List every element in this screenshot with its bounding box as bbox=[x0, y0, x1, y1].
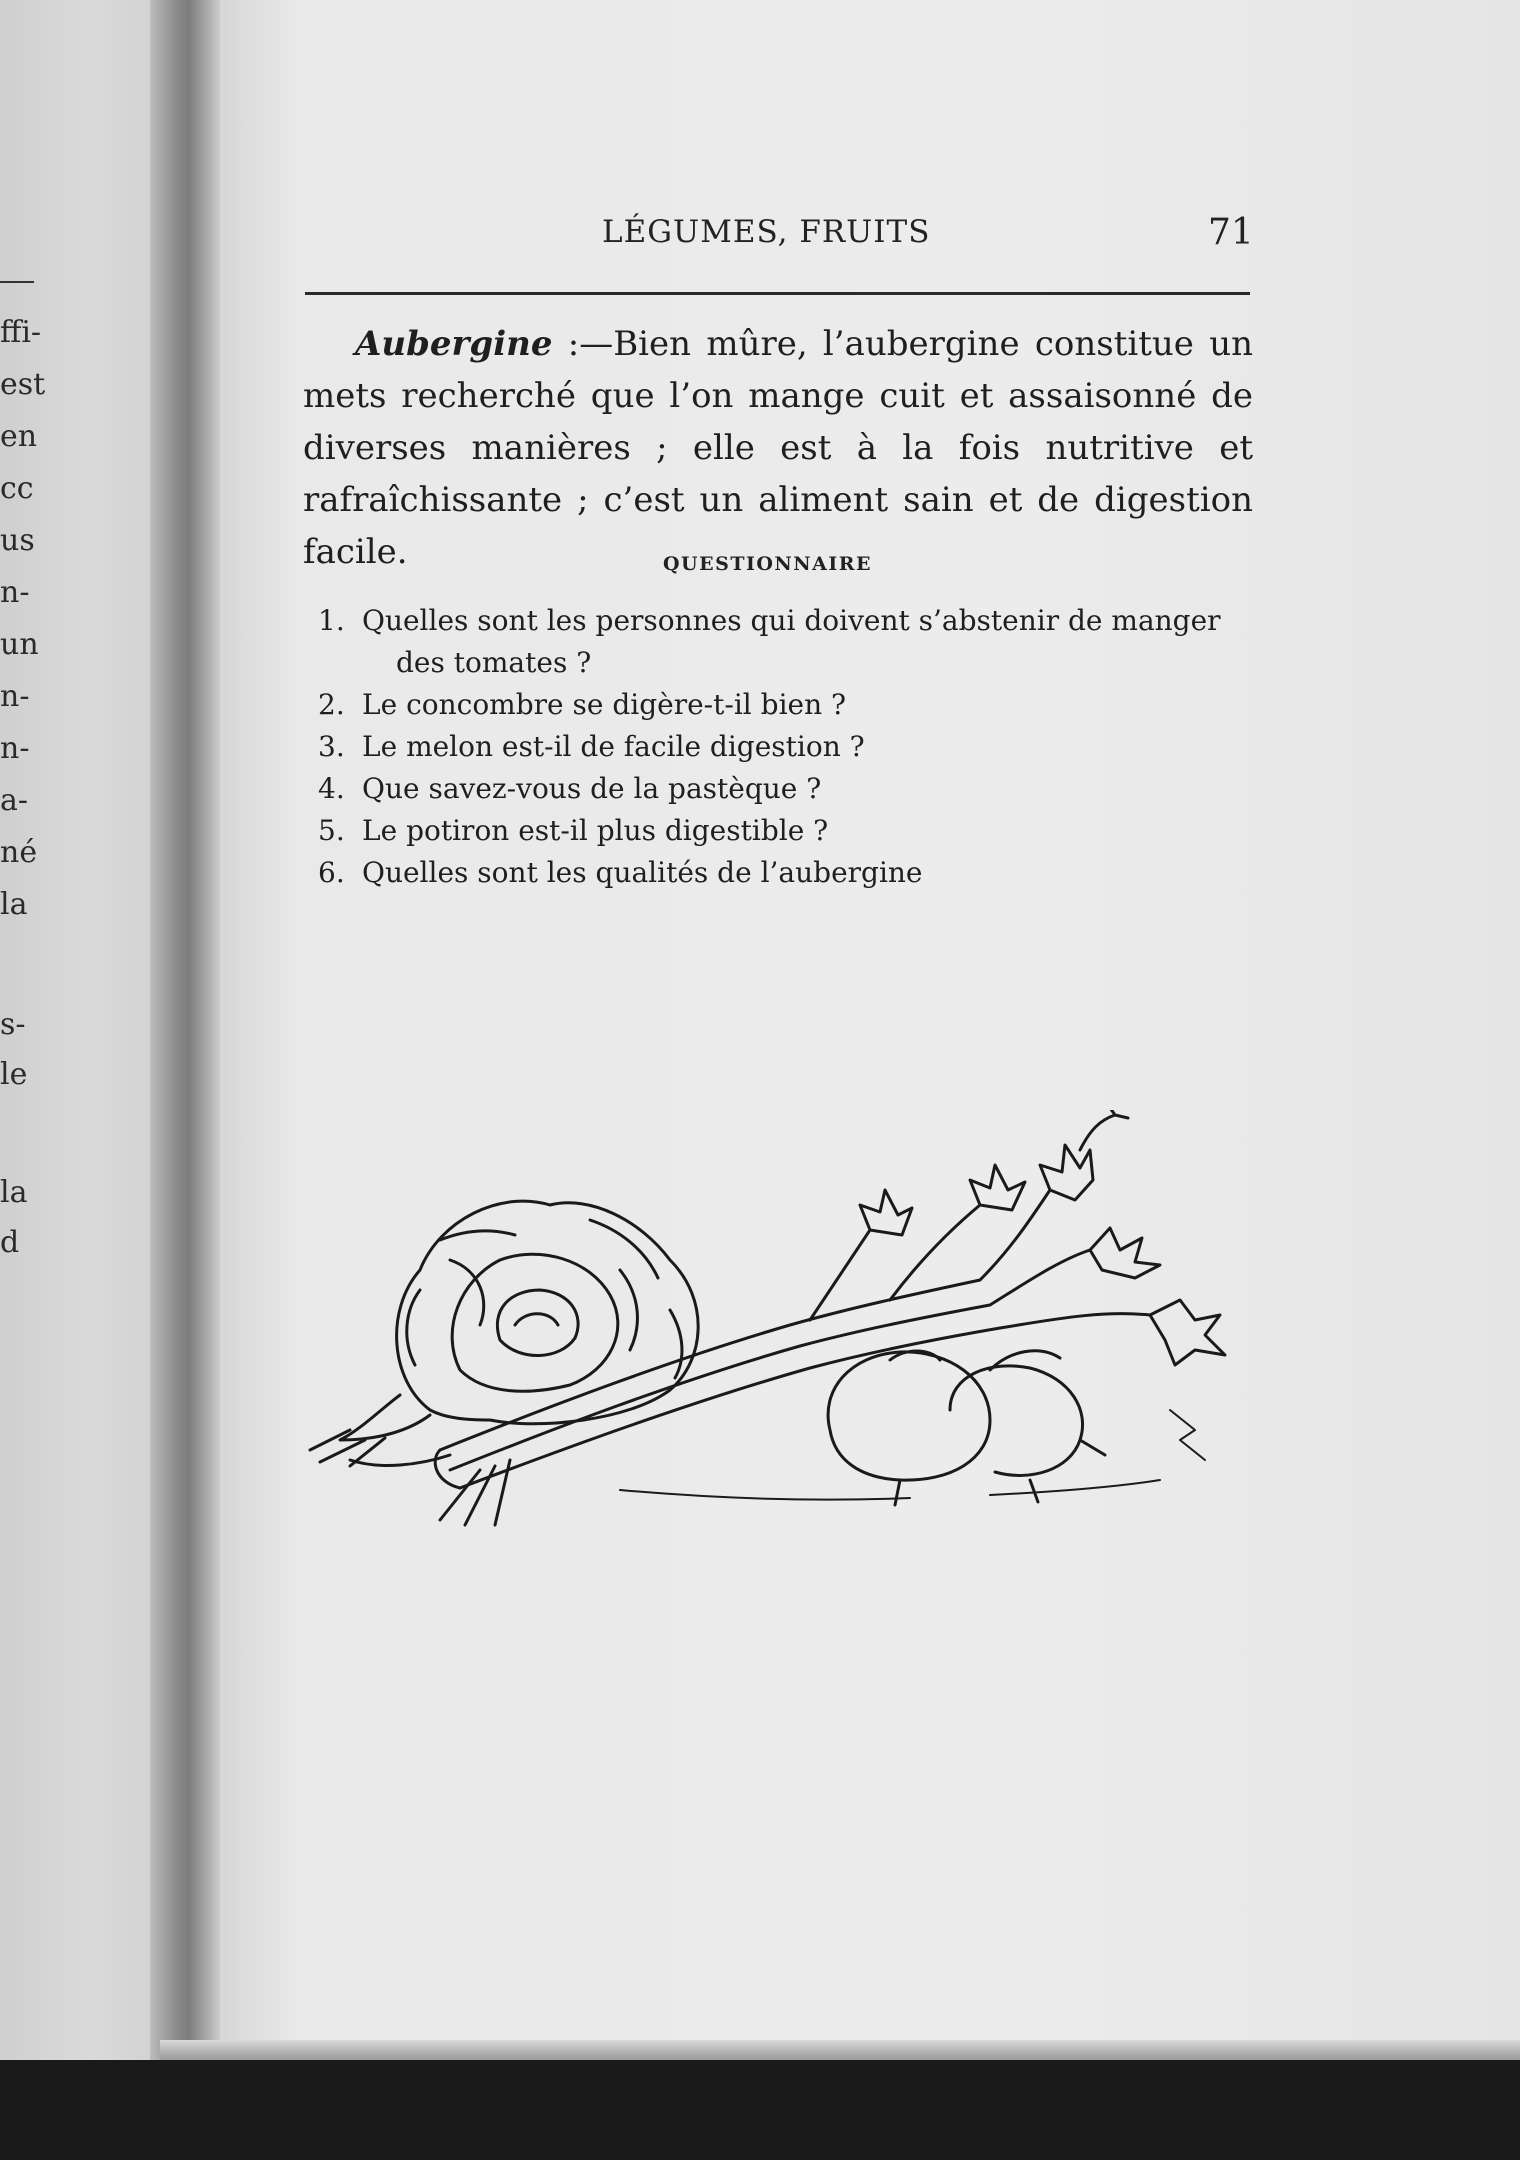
scan-bottom-band bbox=[0, 2060, 1520, 2160]
question-number: 2. bbox=[318, 688, 345, 721]
left-page-fragment: n- bbox=[0, 731, 30, 766]
aubergine-paragraph bbox=[303, 318, 1253, 578]
question-text: Le melon est-il de facile digestion ? bbox=[362, 730, 865, 763]
questionnaire-list bbox=[318, 600, 1258, 894]
left-page-fragment: a- bbox=[0, 783, 29, 818]
question-item bbox=[318, 684, 1258, 726]
left-page-fragment: un bbox=[0, 627, 39, 662]
question-continuation: des tomates ? bbox=[396, 646, 592, 679]
question-text: Quelles sont les qualités de l’aubergine bbox=[362, 856, 923, 889]
question-number: 1. bbox=[318, 604, 345, 637]
question-text: Quelles sont les personnes qui doivent s’abstenir de manger bbox=[362, 604, 1221, 637]
running-head: LÉGUMES, FRUITS bbox=[602, 214, 931, 250]
left-page-fragment: s- bbox=[0, 1007, 26, 1042]
left-facing-page bbox=[0, 0, 150, 2060]
questionnaire-title: QUESTIONNAIRE bbox=[663, 553, 873, 575]
left-page-rule bbox=[0, 281, 34, 283]
question-text: Le concombre se digère-t-il bien ? bbox=[362, 688, 847, 721]
question-number: 5. bbox=[318, 814, 345, 847]
header-rule bbox=[305, 292, 1250, 295]
question-item bbox=[318, 726, 1258, 768]
left-page-fragment: n- bbox=[0, 575, 30, 610]
left-page-fragment: la bbox=[0, 1175, 28, 1210]
turnips-drawing bbox=[828, 1351, 1105, 1505]
question-number: 6. bbox=[318, 856, 345, 889]
left-page-fragment: us bbox=[0, 523, 35, 558]
paragraph-text: :—Bien mûre, l’aubergine constitue un mets recherché que l’on mange cuit et assaisonné de diverses manières ; elle est à la fois nutritive et rafraîchissante ; c’est un aliment sain et de digestion facile. bbox=[303, 324, 1253, 572]
left-page-fragment: le bbox=[0, 1057, 28, 1092]
vegetables-illustration bbox=[290, 1110, 1310, 1530]
question-number: 3. bbox=[318, 730, 345, 763]
ground-shadow bbox=[620, 1410, 1205, 1500]
question-item bbox=[318, 768, 1258, 810]
left-page-fragment: est bbox=[0, 367, 46, 402]
left-page-fragment: en bbox=[0, 419, 38, 454]
question-text: Le potiron est-il plus digestible ? bbox=[362, 814, 829, 847]
left-page-fragment: la bbox=[0, 887, 28, 922]
left-page-fragment: né bbox=[0, 835, 38, 870]
left-page-fragment: n- bbox=[0, 679, 30, 714]
question-item bbox=[318, 600, 1258, 684]
page-bottom-edge bbox=[160, 2040, 1520, 2060]
page-number: 71 bbox=[1208, 212, 1254, 253]
question-text: Que savez-vous de la pastèque ? bbox=[362, 772, 822, 805]
left-page-fragment: ffi- bbox=[0, 315, 42, 350]
right-page bbox=[220, 0, 1520, 2060]
book-gutter-shadow bbox=[150, 0, 220, 2060]
question-item bbox=[318, 810, 1258, 852]
celery-drawing bbox=[435, 1110, 1225, 1525]
question-number: 4. bbox=[318, 772, 345, 805]
question-item bbox=[318, 852, 1258, 894]
paragraph-term: Aubergine bbox=[355, 324, 553, 364]
left-page-fragment: cc bbox=[0, 471, 34, 506]
left-page-fragment: d bbox=[0, 1225, 20, 1260]
